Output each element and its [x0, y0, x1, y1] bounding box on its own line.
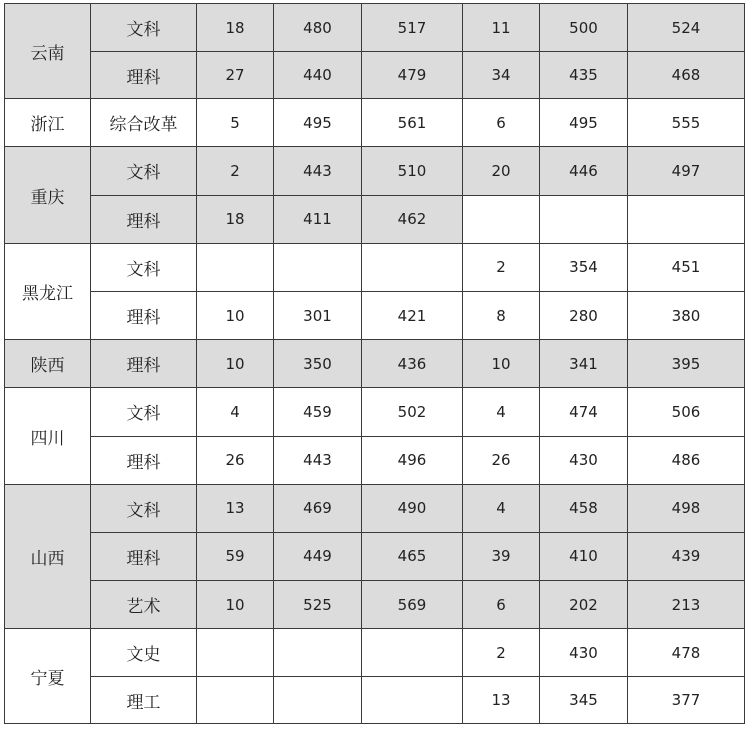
table-row	[5, 436, 745, 484]
subject-cell: 综合改革	[91, 99, 197, 147]
value-cell-4: 4	[463, 388, 540, 436]
value-cell-1: 10	[197, 581, 274, 629]
province-cell: 浙江	[5, 99, 91, 147]
table-row	[5, 147, 745, 195]
value-cell-1: 10	[197, 340, 274, 388]
value-cell-4: 34	[463, 52, 540, 99]
subject-cell: 艺术	[91, 581, 197, 629]
admission-score-table-container	[4, 3, 744, 735]
province-cell: 四川	[5, 388, 91, 484]
table-row	[5, 677, 745, 724]
province-cell: 山西	[5, 484, 91, 629]
value-cell-6: 377	[628, 677, 745, 724]
value-cell-3: 569	[362, 581, 463, 629]
value-cell-3: 517	[362, 4, 463, 52]
value-cell-1: 26	[197, 436, 274, 484]
table-body	[5, 4, 745, 724]
value-cell-4: 2	[463, 243, 540, 291]
value-cell-1: 2	[197, 147, 274, 195]
value-cell-5: 458	[540, 484, 628, 532]
value-cell-1: 10	[197, 291, 274, 339]
value-cell-5: 495	[540, 99, 628, 147]
value-cell-4: 13	[463, 677, 540, 724]
province-cell: 黑龙江	[5, 243, 91, 339]
value-cell-2: 449	[274, 532, 362, 580]
subject-cell: 文科	[91, 147, 197, 195]
value-cell-4	[463, 195, 540, 243]
value-cell-2: 440	[274, 52, 362, 99]
value-cell-5: 202	[540, 581, 628, 629]
table-row	[5, 291, 745, 339]
value-cell-4: 26	[463, 436, 540, 484]
subject-cell: 理科	[91, 195, 197, 243]
value-cell-1: 27	[197, 52, 274, 99]
value-cell-5: 341	[540, 340, 628, 388]
value-cell-2: 495	[274, 99, 362, 147]
value-cell-6: 478	[628, 629, 745, 677]
value-cell-3: 496	[362, 436, 463, 484]
value-cell-3: 479	[362, 52, 463, 99]
subject-cell: 文史	[91, 629, 197, 677]
table-row	[5, 243, 745, 291]
value-cell-2: 443	[274, 147, 362, 195]
value-cell-3	[362, 629, 463, 677]
value-cell-1: 13	[197, 484, 274, 532]
value-cell-2: 525	[274, 581, 362, 629]
province-cell: 宁夏	[5, 629, 91, 724]
table-row	[5, 99, 745, 147]
value-cell-4: 6	[463, 581, 540, 629]
value-cell-1	[197, 243, 274, 291]
province-cell: 重庆	[5, 147, 91, 243]
table-row	[5, 629, 745, 677]
value-cell-3: 561	[362, 99, 463, 147]
subject-cell: 文科	[91, 4, 197, 52]
value-cell-2: 459	[274, 388, 362, 436]
value-cell-5: 410	[540, 532, 628, 580]
value-cell-6: 497	[628, 147, 745, 195]
value-cell-5: 474	[540, 388, 628, 436]
province-cell: 云南	[5, 4, 91, 99]
value-cell-1: 5	[197, 99, 274, 147]
value-cell-2: 301	[274, 291, 362, 339]
value-cell-5: 430	[540, 436, 628, 484]
value-cell-6: 498	[628, 484, 745, 532]
value-cell-6: 524	[628, 4, 745, 52]
subject-cell: 理科	[91, 340, 197, 388]
value-cell-2: 480	[274, 4, 362, 52]
value-cell-2: 469	[274, 484, 362, 532]
value-cell-4: 20	[463, 147, 540, 195]
value-cell-2: 443	[274, 436, 362, 484]
value-cell-5	[540, 195, 628, 243]
value-cell-3	[362, 677, 463, 724]
value-cell-3: 421	[362, 291, 463, 339]
table-row	[5, 4, 745, 52]
province-cell: 陕西	[5, 340, 91, 388]
value-cell-3: 502	[362, 388, 463, 436]
value-cell-3: 462	[362, 195, 463, 243]
subject-cell: 理科	[91, 436, 197, 484]
table-row	[5, 581, 745, 629]
value-cell-6: 506	[628, 388, 745, 436]
value-cell-6: 439	[628, 532, 745, 580]
subject-cell: 理科	[91, 532, 197, 580]
value-cell-5: 345	[540, 677, 628, 724]
value-cell-5: 446	[540, 147, 628, 195]
value-cell-4: 8	[463, 291, 540, 339]
admission-score-table	[4, 3, 745, 724]
value-cell-6: 451	[628, 243, 745, 291]
subject-cell: 理科	[91, 52, 197, 99]
value-cell-2: 350	[274, 340, 362, 388]
subject-cell: 文科	[91, 243, 197, 291]
value-cell-4: 39	[463, 532, 540, 580]
table-row	[5, 532, 745, 580]
value-cell-6: 468	[628, 52, 745, 99]
value-cell-2: 411	[274, 195, 362, 243]
value-cell-2	[274, 243, 362, 291]
value-cell-1	[197, 629, 274, 677]
table-row	[5, 52, 745, 99]
value-cell-5: 435	[540, 52, 628, 99]
table-row	[5, 388, 745, 436]
value-cell-1: 59	[197, 532, 274, 580]
value-cell-3: 436	[362, 340, 463, 388]
value-cell-6: 380	[628, 291, 745, 339]
value-cell-4: 2	[463, 629, 540, 677]
value-cell-6: 486	[628, 436, 745, 484]
value-cell-1: 4	[197, 388, 274, 436]
value-cell-5: 430	[540, 629, 628, 677]
value-cell-6: 395	[628, 340, 745, 388]
table-row	[5, 195, 745, 243]
value-cell-4: 11	[463, 4, 540, 52]
subject-cell: 文科	[91, 484, 197, 532]
value-cell-5: 280	[540, 291, 628, 339]
value-cell-2	[274, 677, 362, 724]
value-cell-6	[628, 195, 745, 243]
value-cell-5: 354	[540, 243, 628, 291]
subject-cell: 理工	[91, 677, 197, 724]
value-cell-3: 510	[362, 147, 463, 195]
value-cell-3: 490	[362, 484, 463, 532]
value-cell-3: 465	[362, 532, 463, 580]
value-cell-4: 10	[463, 340, 540, 388]
value-cell-4: 4	[463, 484, 540, 532]
value-cell-4: 6	[463, 99, 540, 147]
value-cell-3	[362, 243, 463, 291]
value-cell-1: 18	[197, 195, 274, 243]
value-cell-5: 500	[540, 4, 628, 52]
table-row	[5, 340, 745, 388]
subject-cell: 理科	[91, 291, 197, 339]
value-cell-1: 18	[197, 4, 274, 52]
subject-cell: 文科	[91, 388, 197, 436]
value-cell-1	[197, 677, 274, 724]
value-cell-6: 213	[628, 581, 745, 629]
value-cell-6: 555	[628, 99, 745, 147]
table-row	[5, 484, 745, 532]
value-cell-2	[274, 629, 362, 677]
